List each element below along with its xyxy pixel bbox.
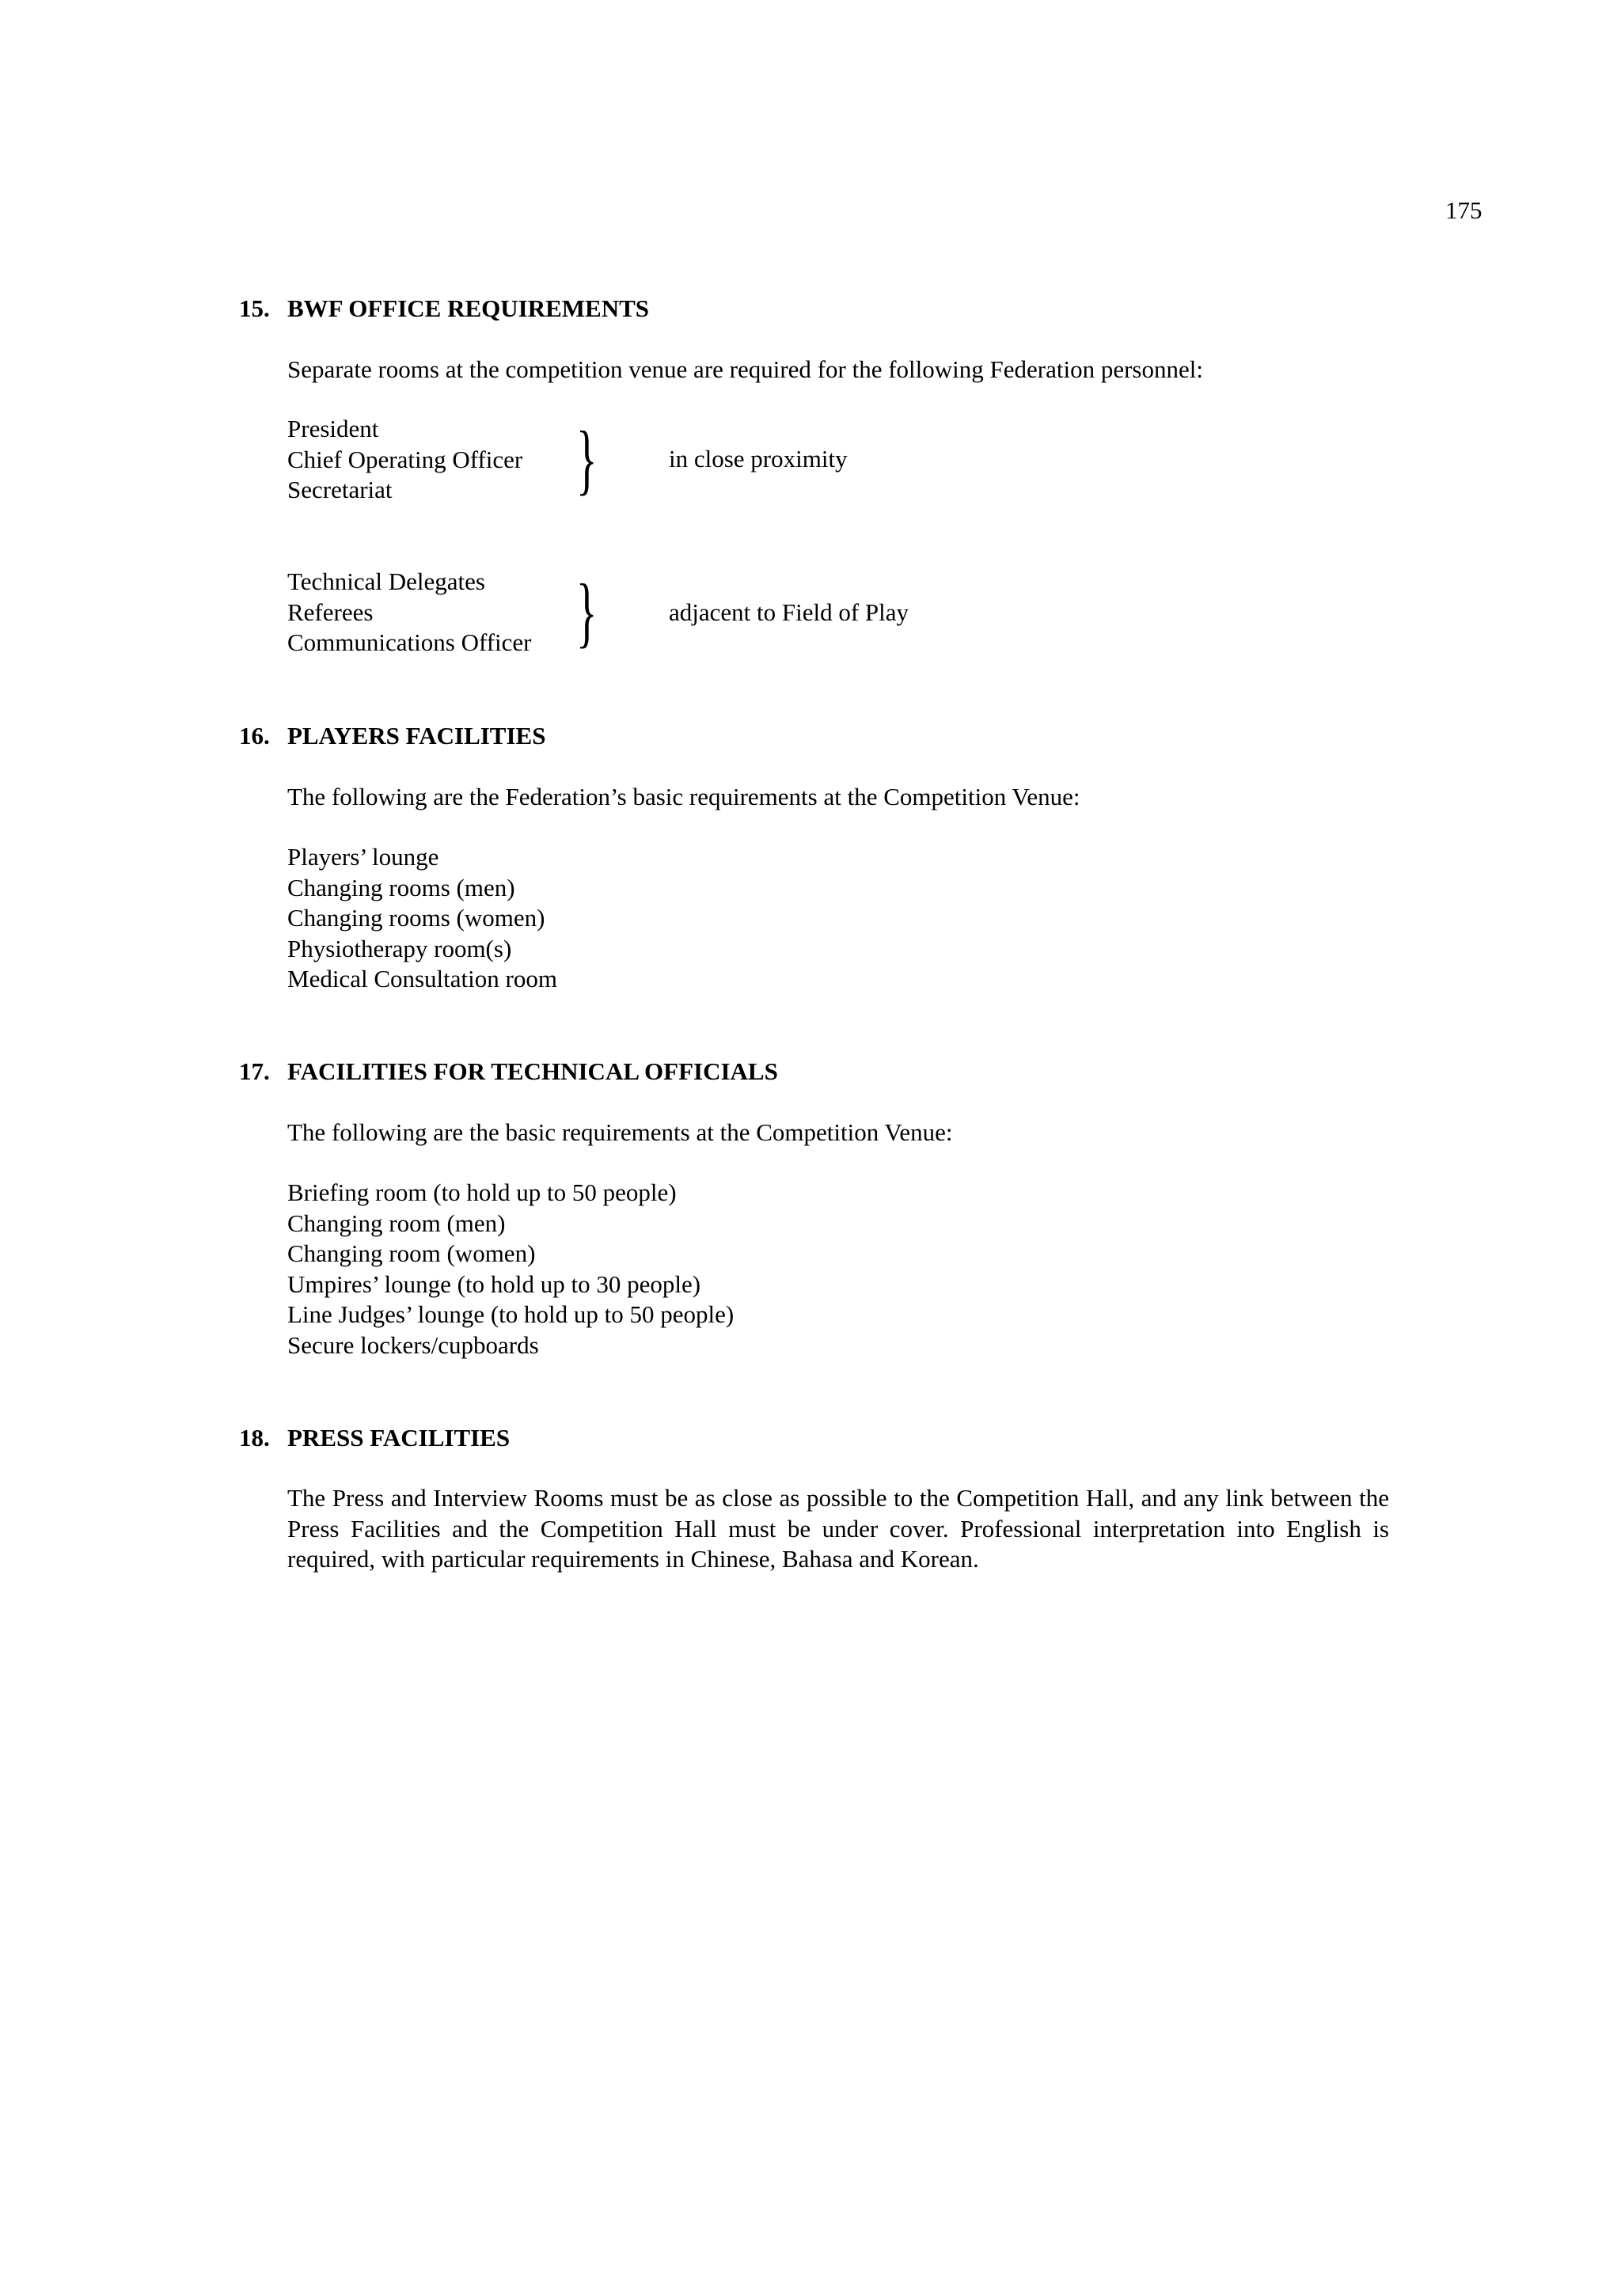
section-15-heading <box>239 294 649 323</box>
page-number: 175 <box>1445 196 1482 224</box>
personnel-group-2 <box>287 567 532 658</box>
list-item: Changing rooms (men) <box>287 873 515 901</box>
curly-brace-1: } <box>576 415 598 503</box>
list-item: Umpires’ lounge (to hold up to 30 people) <box>287 1269 701 1298</box>
list-item: Secure lockers/cupboards <box>287 1330 539 1359</box>
personnel-group-1 <box>287 414 522 506</box>
section-number: 17. <box>239 1057 270 1085</box>
section-18-heading <box>239 1424 510 1452</box>
section-title: FACILITIES FOR TECHNICAL OFFICIALS <box>287 1057 778 1085</box>
list-item: Changing rooms (women) <box>287 904 545 932</box>
group-2-note: adjacent to Field of Play <box>669 598 909 626</box>
section-title: BWF OFFICE REQUIREMENTS <box>287 294 650 322</box>
section-16-intro: The following are the Federation’s basic requirements at the Competition Venue: <box>287 783 1080 810</box>
section-17-intro: The following are the basic requirements at the Competition Venue: <box>287 1118 953 1146</box>
section-title: PLAYERS FACILITIES <box>287 722 546 750</box>
list-item: Chief Operating Officer <box>287 445 523 473</box>
list-item: Technical Delegates <box>287 567 485 595</box>
list-item: Secretariat <box>287 476 393 503</box>
list-item: President <box>287 415 379 442</box>
list-item: Players’ lounge <box>287 843 439 871</box>
section-number: 18. <box>239 1424 270 1452</box>
curly-brace-2: } <box>576 567 598 655</box>
section-title: PRESS FACILITIES <box>287 1424 511 1452</box>
section-17-heading <box>239 1057 778 1086</box>
list-item: Changing room (women) <box>287 1239 536 1267</box>
technical-officials-list <box>287 1178 734 1361</box>
list-item: Changing room (men) <box>287 1209 506 1237</box>
list-item: Referees <box>287 598 374 626</box>
players-facilities-list <box>287 842 557 995</box>
list-item: Physiotherapy room(s) <box>287 934 512 962</box>
section-number: 16. <box>239 722 270 750</box>
section-number: 15. <box>239 294 270 322</box>
list-item: Line Judges’ lounge (to hold up to 50 people) <box>287 1300 735 1328</box>
list-item: Communications Officer <box>287 628 532 656</box>
section-18-body: The Press and Interview Rooms must be as close as possible to the Competition Hall, and any link between the Press Facilities and the Competition Hall must be under cover. Professional interpretation into English is required, with particular requirements in Chinese, Bahasa and Korean. <box>287 1484 1389 1573</box>
section-15-intro: Separate rooms at the competition venue are required for the following Federation personnel: <box>287 355 1203 383</box>
group-1-note: in close proximity <box>669 445 848 472</box>
section-16-heading <box>239 722 545 750</box>
list-item: Briefing room (to hold up to 50 people) <box>287 1178 677 1206</box>
list-item: Medical Consultation room <box>287 965 557 992</box>
